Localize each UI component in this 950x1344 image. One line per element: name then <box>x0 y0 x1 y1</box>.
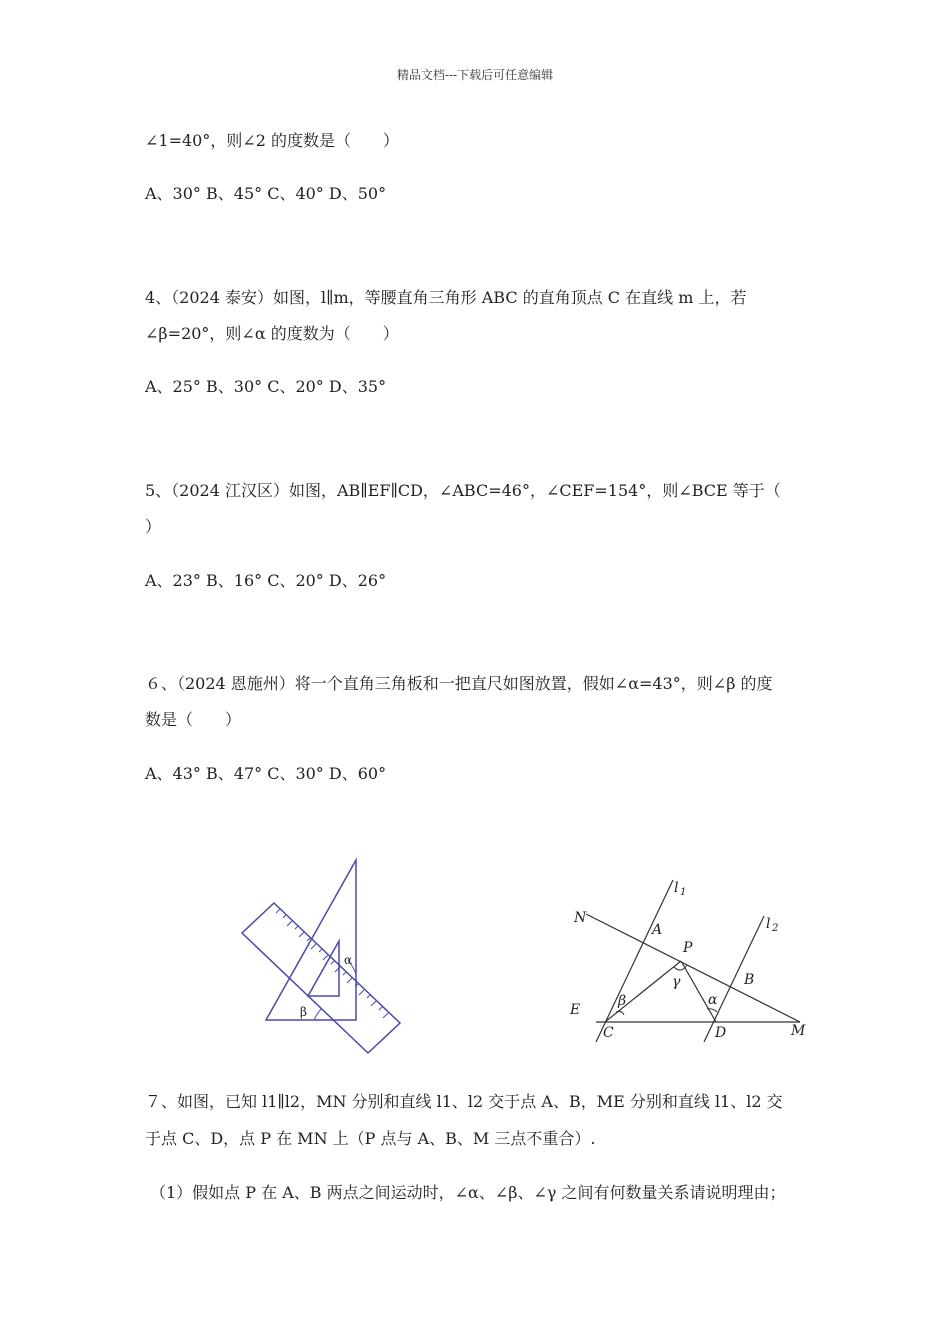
ruler-triangle-figure <box>236 856 406 1061</box>
alpha-label: α <box>344 953 353 967</box>
page-header: 精品文档---下载后可任意编辑 <box>396 68 554 82</box>
question-7-stem-line1: ７、如图，已知 l1∥l2，MN 分别和直线 l1、l2 交于点 A、B，ME 分别和直线 l1、l2 交 <box>145 1092 783 1111</box>
alpha-label-right: α <box>708 992 718 1008</box>
question-5-stem-line1: 5、（2024 江汉区）如图，AB∥EF∥CD，∠ABC=46°，∠CEF=154°，则∠BCE 等于（ <box>145 481 781 500</box>
question-7-part1: （1）假如点 P 在 A、B 两点之间运动时，∠α、∠β、∠γ 之间有何数量关系请说明理由； <box>150 1183 786 1202</box>
question-6-options: A、43° B、47° C、30° D、60° <box>145 764 387 783</box>
question-5-options: A、23° B、16° C、20° D、26° <box>145 571 387 590</box>
question-5-stem-line2: ） <box>145 517 162 536</box>
beta-label: β <box>300 1005 307 1019</box>
question-4-stem-line1: 4、（2024 泰安）如图，l∥m，等腰直角三角形 ABC 的直角顶点 C 在直线 m 上，若 <box>145 288 747 307</box>
parallel-lines-figure <box>566 872 812 1042</box>
label-c: C <box>603 1025 614 1041</box>
ruler-shape <box>242 903 400 1053</box>
label-a: A <box>652 922 663 938</box>
label-n: N <box>574 910 587 926</box>
label-m: M <box>791 1023 806 1039</box>
question-6-stem-line2: 数是（ ） <box>145 710 242 729</box>
label-e: E <box>570 1002 581 1018</box>
ruler-ticks <box>276 909 388 1018</box>
beta-label-right: β <box>618 993 627 1009</box>
question-4-stem-line2: ∠β=20°，则∠α 的度数为（ ） <box>145 324 399 343</box>
label-l1: l <box>674 880 679 896</box>
line-l1 <box>596 880 673 1042</box>
label-l1-sub: 1 <box>680 887 687 898</box>
label-b: B <box>744 972 755 988</box>
segment-pc <box>605 961 681 1022</box>
label-l2-sub: 2 <box>772 923 779 934</box>
line-l2 <box>704 916 764 1042</box>
question-4-options: A、25° B、30° C、20° D、35° <box>145 377 387 396</box>
question-3-stem: ∠1=40°，则∠2 的度数是（ ） <box>145 131 400 150</box>
question-7-stem-line2: 于点 C、D，点 P 在 MN 上（P 点与 A、B、M 三点不重合）. <box>145 1129 596 1148</box>
label-l2: l <box>766 916 771 932</box>
label-d: D <box>715 1025 727 1041</box>
question-3-options: A、30° B、45° C、40° D、50° <box>145 184 387 203</box>
label-p: P <box>683 940 693 956</box>
question-6-stem-line1: ６、（2024 恩施州）将一个直角三角板和一把直尺如图放置，假如∠α=43°，则∠β 的度 <box>145 674 773 693</box>
gamma-label: γ <box>672 974 681 990</box>
